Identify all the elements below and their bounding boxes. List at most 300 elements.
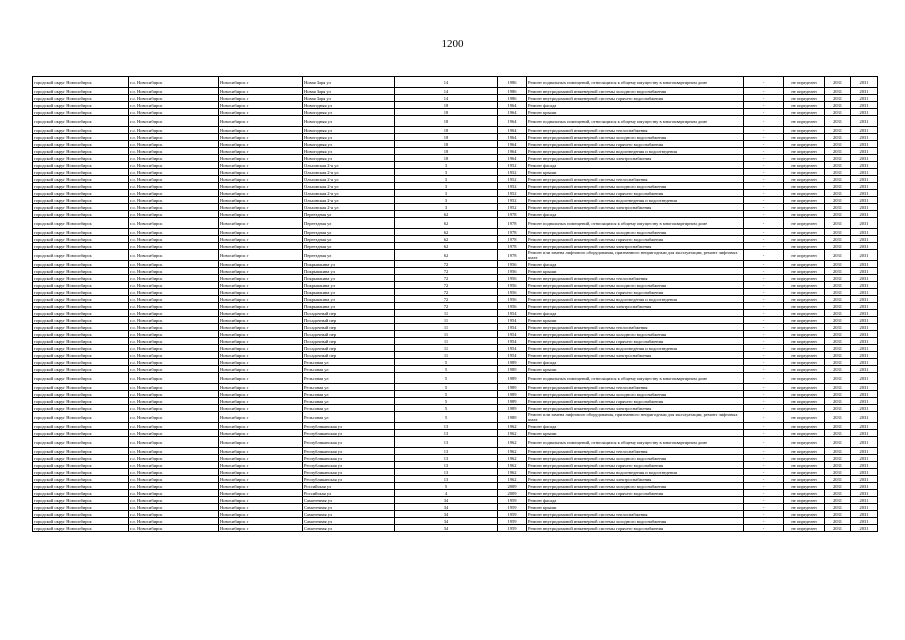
table-row	[33, 282, 878, 289]
plan-year-start-cell: 2031	[825, 190, 851, 197]
cost-cell: -	[744, 261, 784, 268]
municipality-cell: городской округ Новосибирск	[33, 518, 129, 525]
cost-cell: -	[744, 190, 784, 197]
street-cell: Ольховская 2-я ул	[303, 162, 395, 169]
table-row	[33, 338, 878, 345]
status-cell: не определен	[784, 423, 825, 430]
settlement-cell: г.о. Новосибирск	[129, 455, 219, 462]
plan-year-start-cell: 2031	[825, 162, 851, 169]
plan-year-end-cell: 2031	[851, 134, 878, 141]
cost-cell: -	[744, 282, 784, 289]
cost-cell: -	[744, 331, 784, 338]
house-number-cell: 11	[395, 310, 498, 317]
city-cell: Новосибирск г	[219, 275, 303, 282]
year-built-cell: 1989	[498, 366, 527, 373]
settlement-cell: г.о. Новосибирск	[129, 127, 219, 134]
house-number-cell: 13	[395, 430, 498, 437]
year-built-cell: 1954	[498, 310, 527, 317]
house-number-cell: 13	[395, 462, 498, 469]
status-cell: не определен	[784, 412, 825, 423]
status-cell: не определен	[784, 204, 825, 211]
house-number-cell: 11	[395, 338, 498, 345]
plan-year-start-cell: 2031	[825, 437, 851, 448]
year-built-cell: 1989	[498, 359, 527, 366]
table-row	[33, 310, 878, 317]
house-number-cell: 72	[395, 275, 498, 282]
cost-cell: -	[744, 109, 784, 116]
street-cell: Новогодняя ул	[303, 102, 395, 109]
cost-cell: -	[744, 95, 784, 102]
plan-year-start-cell: 2031	[825, 345, 851, 352]
cost-cell: -	[744, 204, 784, 211]
settlement-cell: г.о. Новосибирск	[129, 77, 219, 88]
settlement-cell: г.о. Новосибирск	[129, 204, 219, 211]
cost-cell: -	[744, 384, 784, 391]
house-number-cell: 72	[395, 268, 498, 275]
plan-year-end-cell: 2031	[851, 176, 878, 183]
house-number-cell: 11	[395, 331, 498, 338]
house-number-cell: 72	[395, 289, 498, 296]
city-cell: Новосибирск г	[219, 345, 303, 352]
cost-cell: -	[744, 176, 784, 183]
plan-year-end-cell: 2031	[851, 282, 878, 289]
settlement-cell: г.о. Новосибирск	[129, 95, 219, 102]
street-cell: Республиканская ул	[303, 448, 395, 455]
plan-year-start-cell: 2031	[825, 504, 851, 511]
work-type-cell: Ремонт внутридомовой инженерной системы горячего водоснабжения	[527, 462, 744, 469]
settlement-cell: г.о. Новосибирск	[129, 250, 219, 261]
year-built-cell: 1962	[498, 448, 527, 455]
status-cell: не определен	[784, 398, 825, 405]
city-cell: Новосибирск г	[219, 282, 303, 289]
settlement-cell: г.о. Новосибирск	[129, 525, 219, 532]
settlement-cell: г.о. Новосибирск	[129, 345, 219, 352]
work-type-cell: Ремонт фасада	[527, 359, 744, 366]
work-type-cell: Ремонт внутридомовой инженерной системы горячего водоснабжения	[527, 95, 744, 102]
settlement-cell: г.о. Новосибирск	[129, 430, 219, 437]
plan-year-start-cell: 2031	[825, 243, 851, 250]
street-cell: Посадочный пер	[303, 331, 395, 338]
cost-cell: -	[744, 211, 784, 218]
city-cell: Новосибирск г	[219, 384, 303, 391]
year-built-cell: 1954	[498, 338, 527, 345]
street-cell: Рельсовая ул	[303, 384, 395, 391]
year-built-cell: 1954	[498, 345, 527, 352]
street-cell: Новогодняя ул	[303, 155, 395, 162]
municipality-cell: городской округ Новосибирск	[33, 169, 129, 176]
cost-cell: -	[744, 127, 784, 134]
plan-year-end-cell: 2031	[851, 102, 878, 109]
status-cell: не определен	[784, 261, 825, 268]
status-cell: не определен	[784, 127, 825, 134]
plan-year-start-cell: 2031	[825, 77, 851, 88]
table-row	[33, 405, 878, 412]
municipality-cell: городской округ Новосибирск	[33, 275, 129, 282]
street-cell: Ольховская 2-я ул	[303, 204, 395, 211]
municipality-cell: городской округ Новосибирск	[33, 469, 129, 476]
city-cell: Новосибирск г	[219, 511, 303, 518]
house-number-cell: 13	[395, 423, 498, 430]
street-cell: Покрышкина ул	[303, 282, 395, 289]
year-built-cell: 1978	[498, 218, 527, 229]
cost-cell: -	[744, 525, 784, 532]
plan-year-end-cell: 2031	[851, 155, 878, 162]
work-type-cell: Ремонт внутридомовой инженерной системы холодного водоснабжения	[527, 518, 744, 525]
municipality-cell: городской округ Новосибирск	[33, 148, 129, 155]
plan-year-start-cell: 2031	[825, 398, 851, 405]
street-cell: Ольховская 2-я ул	[303, 176, 395, 183]
cost-cell: -	[744, 155, 784, 162]
status-cell: не определен	[784, 190, 825, 197]
cost-cell: -	[744, 289, 784, 296]
plan-year-start-cell: 2031	[825, 525, 851, 532]
plan-year-end-cell: 2031	[851, 190, 878, 197]
municipality-cell: городской округ Новосибирск	[33, 229, 129, 236]
city-cell: Новосибирск г	[219, 359, 303, 366]
plan-year-start-cell: 2031	[825, 324, 851, 331]
street-cell: Переездная ул	[303, 236, 395, 243]
municipality-cell: городской округ Новосибирск	[33, 373, 129, 384]
status-cell: не определен	[784, 162, 825, 169]
municipality-cell: городской округ Новосибирск	[33, 483, 129, 490]
table-row	[33, 462, 878, 469]
city-cell: Новосибирск г	[219, 373, 303, 384]
city-cell: Новосибирск г	[219, 525, 303, 532]
year-built-cell: 1959	[498, 504, 527, 511]
cost-cell: -	[744, 250, 784, 261]
year-built-cell: 1978	[498, 236, 527, 243]
cost-cell: -	[744, 462, 784, 469]
table-row	[33, 268, 878, 275]
municipality-cell: городской округ Новосибирск	[33, 250, 129, 261]
table-row	[33, 331, 878, 338]
settlement-cell: г.о. Новосибирск	[129, 398, 219, 405]
house-number-cell: 3	[395, 162, 498, 169]
plan-year-start-cell: 2031	[825, 229, 851, 236]
status-cell: не определен	[784, 211, 825, 218]
settlement-cell: г.о. Новосибирск	[129, 483, 219, 490]
status-cell: не определен	[784, 109, 825, 116]
status-cell: не определен	[784, 236, 825, 243]
city-cell: Новосибирск г	[219, 448, 303, 455]
plan-year-start-cell: 2031	[825, 296, 851, 303]
status-cell: не определен	[784, 95, 825, 102]
year-built-cell: 1964	[498, 155, 527, 162]
settlement-cell: г.о. Новосибирск	[129, 490, 219, 497]
plan-year-end-cell: 2031	[851, 490, 878, 497]
status-cell: не определен	[784, 391, 825, 398]
city-cell: Новосибирск г	[219, 204, 303, 211]
settlement-cell: г.о. Новосибирск	[129, 359, 219, 366]
plan-year-end-cell: 2031	[851, 448, 878, 455]
settlement-cell: г.о. Новосибирск	[129, 504, 219, 511]
street-cell: Самотечная ул	[303, 504, 395, 511]
plan-year-end-cell: 2031	[851, 476, 878, 483]
street-cell: Рельсовая ул	[303, 366, 395, 373]
plan-year-end-cell: 2031	[851, 204, 878, 211]
street-cell: Ольховская 2-я ул	[303, 197, 395, 204]
settlement-cell: г.о. Новосибирск	[129, 275, 219, 282]
year-built-cell: 1964	[498, 148, 527, 155]
cost-cell: -	[744, 236, 784, 243]
plan-year-end-cell: 2031	[851, 250, 878, 261]
street-cell: Российская ул	[303, 490, 395, 497]
status-cell: не определен	[784, 469, 825, 476]
street-cell: Рельсовая ул	[303, 359, 395, 366]
table-row	[33, 197, 878, 204]
city-cell: Новосибирск г	[219, 296, 303, 303]
settlement-cell: г.о. Новосибирск	[129, 190, 219, 197]
municipality-cell: городской округ Новосибирск	[33, 296, 129, 303]
settlement-cell: г.о. Новосибирск	[129, 317, 219, 324]
settlement-cell: г.о. Новосибирск	[129, 412, 219, 423]
status-cell: не определен	[784, 282, 825, 289]
plan-year-start-cell: 2031	[825, 511, 851, 518]
year-built-cell: 1954	[498, 352, 527, 359]
street-cell: Республиканская ул	[303, 455, 395, 462]
house-number-cell: 3	[395, 176, 498, 183]
settlement-cell: г.о. Новосибирск	[129, 511, 219, 518]
plan-year-end-cell: 2031	[851, 229, 878, 236]
year-built-cell: 2009	[498, 483, 527, 490]
city-cell: Новосибирск г	[219, 352, 303, 359]
plan-year-end-cell: 2031	[851, 77, 878, 88]
settlement-cell: г.о. Новосибирск	[129, 197, 219, 204]
plan-year-end-cell: 2031	[851, 310, 878, 317]
municipality-cell: городской округ Новосибирск	[33, 525, 129, 532]
plan-year-start-cell: 2031	[825, 391, 851, 398]
street-cell: Покрышкина ул	[303, 296, 395, 303]
settlement-cell: г.о. Новосибирск	[129, 310, 219, 317]
city-cell: Новосибирск г	[219, 236, 303, 243]
plan-year-end-cell: 2031	[851, 437, 878, 448]
status-cell: не определен	[784, 525, 825, 532]
settlement-cell: г.о. Новосибирск	[129, 109, 219, 116]
table-row	[33, 116, 878, 127]
work-type-cell: Ремонт внутридомовой инженерной системы теплоснабжения	[527, 384, 744, 391]
status-cell: не определен	[784, 331, 825, 338]
house-number-cell: 18	[395, 155, 498, 162]
settlement-cell: г.о. Новосибирск	[129, 211, 219, 218]
year-built-cell: 1956	[498, 261, 527, 268]
house-number-cell: 72	[395, 261, 498, 268]
page-number: 1200	[441, 38, 464, 50]
work-type-cell: Ремонт внутридомовой инженерной системы электроснабжения	[527, 155, 744, 162]
city-cell: Новосибирск г	[219, 476, 303, 483]
plan-year-start-cell: 2031	[825, 373, 851, 384]
street-cell: Республиканская ул	[303, 476, 395, 483]
settlement-cell: г.о. Новосибирск	[129, 261, 219, 268]
street-cell: Новая Заря ул	[303, 95, 395, 102]
house-number-cell: 72	[395, 296, 498, 303]
work-type-cell: Ремонт внутридомовой инженерной системы холодного водоснабжения	[527, 282, 744, 289]
year-built-cell: 1978	[498, 250, 527, 261]
status-cell: не определен	[784, 497, 825, 504]
table-row	[33, 391, 878, 398]
municipality-cell: городской округ Новосибирск	[33, 398, 129, 405]
plan-year-end-cell: 2031	[851, 345, 878, 352]
table-row	[33, 289, 878, 296]
status-cell: не определен	[784, 155, 825, 162]
settlement-cell: г.о. Новосибирск	[129, 289, 219, 296]
plan-year-start-cell: 2031	[825, 455, 851, 462]
cost-cell: -	[744, 366, 784, 373]
status-cell: не определен	[784, 183, 825, 190]
city-cell: Новосибирск г	[219, 324, 303, 331]
table-row	[33, 148, 878, 155]
plan-year-start-cell: 2031	[825, 155, 851, 162]
status-cell: не определен	[784, 317, 825, 324]
plan-year-start-cell: 2031	[825, 102, 851, 109]
settlement-cell: г.о. Новосибирск	[129, 366, 219, 373]
street-cell: Самотечная ул	[303, 525, 395, 532]
year-built-cell: 1952	[498, 176, 527, 183]
municipality-cell: городской округ Новосибирск	[33, 204, 129, 211]
street-cell: Рельсовая ул	[303, 391, 395, 398]
work-type-cell: Ремонт внутридомовой инженерной системы холодного водоснабжения	[527, 455, 744, 462]
work-type-cell: Ремонт подвальных помещений, относящихся к общему имуществу в многоквартирном доме	[527, 437, 744, 448]
municipality-cell: городской округ Новосибирск	[33, 359, 129, 366]
plan-year-start-cell: 2031	[825, 116, 851, 127]
year-built-cell: 1952	[498, 197, 527, 204]
city-cell: Новосибирск г	[219, 469, 303, 476]
work-type-cell: Ремонт внутридомовой инженерной системы холодного водоснабжения	[527, 88, 744, 95]
municipality-cell: городской округ Новосибирск	[33, 391, 129, 398]
year-built-cell: 1962	[498, 469, 527, 476]
city-cell: Новосибирск г	[219, 338, 303, 345]
status-cell: не определен	[784, 338, 825, 345]
plan-year-end-cell: 2031	[851, 352, 878, 359]
work-type-cell: Ремонт внутридомовой инженерной системы холодного водоснабжения	[527, 229, 744, 236]
table-row	[33, 155, 878, 162]
plan-year-start-cell: 2031	[825, 359, 851, 366]
house-number-cell: 34	[395, 511, 498, 518]
table-row	[33, 211, 878, 218]
municipality-cell: городской округ Новосибирск	[33, 88, 129, 95]
settlement-cell: г.о. Новосибирск	[129, 141, 219, 148]
street-cell: Республиканская ул	[303, 469, 395, 476]
city-cell: Новосибирск г	[219, 366, 303, 373]
city-cell: Новосибирск г	[219, 109, 303, 116]
house-number-cell: 13	[395, 455, 498, 462]
house-number-cell: 11	[395, 352, 498, 359]
settlement-cell: г.о. Новосибирск	[129, 268, 219, 275]
cost-cell: -	[744, 141, 784, 148]
cost-cell: -	[744, 448, 784, 455]
street-cell: Рельсовая ул	[303, 412, 395, 423]
status-cell: не определен	[784, 359, 825, 366]
cost-cell: -	[744, 469, 784, 476]
municipality-cell: городской округ Новосибирск	[33, 366, 129, 373]
street-cell: Самотечная ул	[303, 518, 395, 525]
year-built-cell: 1952	[498, 204, 527, 211]
plan-year-start-cell: 2031	[825, 204, 851, 211]
municipality-cell: городской округ Новосибирск	[33, 455, 129, 462]
city-cell: Новосибирск г	[219, 303, 303, 310]
street-cell: Переездная ул	[303, 243, 395, 250]
street-cell: Переездная ул	[303, 250, 395, 261]
cost-cell: -	[744, 504, 784, 511]
plan-year-start-cell: 2031	[825, 109, 851, 116]
plan-year-end-cell: 2031	[851, 455, 878, 462]
work-type-cell: Ремонт внутридомовой инженерной системы горячего водоснабжения	[527, 289, 744, 296]
street-cell: Переездная ул	[303, 229, 395, 236]
street-cell: Ольховская 2-я ул	[303, 190, 395, 197]
cost-cell: -	[744, 134, 784, 141]
plan-year-end-cell: 2031	[851, 366, 878, 373]
plan-year-end-cell: 2031	[851, 497, 878, 504]
city-cell: Новосибирск г	[219, 455, 303, 462]
cost-cell: -	[744, 197, 784, 204]
plan-year-end-cell: 2031	[851, 518, 878, 525]
cost-cell: -	[744, 398, 784, 405]
work-type-cell: Ремонт фасада	[527, 102, 744, 109]
work-type-cell: Ремонт подвальных помещений, относящихся к общему имуществу в многоквартирном доме	[527, 218, 744, 229]
plan-year-end-cell: 2031	[851, 373, 878, 384]
settlement-cell: г.о. Новосибирск	[129, 243, 219, 250]
work-type-cell: Ремонт внутридомовой инженерной системы горячего водоснабжения	[527, 141, 744, 148]
street-cell: Новогодняя ул	[303, 134, 395, 141]
year-built-cell: 1962	[498, 462, 527, 469]
work-type-cell: Ремонт внутридомовой инженерной системы холодного водоснабжения	[527, 331, 744, 338]
year-built-cell: 1978	[498, 229, 527, 236]
city-cell: Новосибирск г	[219, 127, 303, 134]
municipality-cell: городской округ Новосибирск	[33, 430, 129, 437]
table-row	[33, 190, 878, 197]
street-cell: Рельсовая ул	[303, 398, 395, 405]
cost-cell: -	[744, 169, 784, 176]
table-row	[33, 275, 878, 282]
year-built-cell: 1956	[498, 289, 527, 296]
city-cell: Новосибирск г	[219, 317, 303, 324]
table-row	[33, 162, 878, 169]
work-type-cell: Ремонт подвальных помещений, относящихся к общему имуществу в многоквартирном доме	[527, 116, 744, 127]
table-row	[33, 102, 878, 109]
cost-cell: -	[744, 490, 784, 497]
street-cell: Республиканская ул	[303, 423, 395, 430]
plan-year-start-cell: 2031	[825, 141, 851, 148]
cost-cell: -	[744, 338, 784, 345]
city-cell: Новосибирск г	[219, 190, 303, 197]
municipality-cell: городской округ Новосибирск	[33, 490, 129, 497]
house-number-cell: 18	[395, 134, 498, 141]
plan-year-end-cell: 2031	[851, 412, 878, 423]
status-cell: не определен	[784, 102, 825, 109]
plan-year-start-cell: 2031	[825, 134, 851, 141]
municipality-cell: городской округ Новосибирск	[33, 243, 129, 250]
city-cell: Новосибирск г	[219, 423, 303, 430]
city-cell: Новосибирск г	[219, 155, 303, 162]
status-cell: не определен	[784, 218, 825, 229]
settlement-cell: г.о. Новосибирск	[129, 303, 219, 310]
work-type-cell: Ремонт подвальных помещений, относящихся к общему имуществу в многоквартирном доме	[527, 373, 744, 384]
plan-year-start-cell: 2031	[825, 261, 851, 268]
plan-year-end-cell: 2031	[851, 88, 878, 95]
table-row	[33, 243, 878, 250]
municipality-cell: городской округ Новосибирск	[33, 141, 129, 148]
plan-year-end-cell: 2031	[851, 95, 878, 102]
status-cell: не определен	[784, 518, 825, 525]
street-cell: Посадочный пер	[303, 345, 395, 352]
plan-year-start-cell: 2031	[825, 148, 851, 155]
house-number-cell: 13	[395, 448, 498, 455]
work-type-cell: Ремонт внутридомовой инженерной системы холодного водоснабжения	[527, 391, 744, 398]
plan-year-end-cell: 2031	[851, 296, 878, 303]
table-row	[33, 373, 878, 384]
house-number-cell: 11	[395, 324, 498, 331]
cost-cell: -	[744, 373, 784, 384]
house-number-cell: 14	[395, 95, 498, 102]
